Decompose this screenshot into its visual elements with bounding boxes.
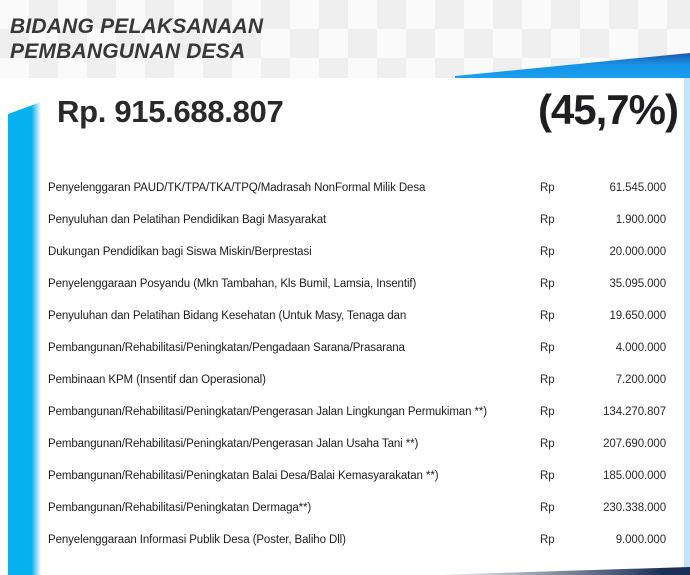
row-label: Pembangunan/Rehabilitasi/Peningkatan/Pengadaan Sarana/Prasarana xyxy=(48,342,405,354)
row-label: Pembangunan/Rehabilitasi/Peningkatan Dermaga**) xyxy=(48,502,312,514)
blue-wedge-accent xyxy=(455,53,690,78)
row-amount: 4.000.000 xyxy=(615,342,666,354)
section-title-line1: BIDANG PELAKSANAAN xyxy=(10,15,264,38)
row-currency: Rp xyxy=(540,246,555,258)
row-amount: 7.200.000 xyxy=(615,374,666,386)
row-label: Penyelenggaran PAUD/TK/TPA/TKA/TPQ/Madrasah NonFormal Milik Desa xyxy=(48,182,426,194)
table-row xyxy=(48,396,666,428)
row-currency: Rp xyxy=(540,310,555,322)
row-currency: Rp xyxy=(540,534,555,546)
section-title-line2: PEMBANGUNAN DESA xyxy=(10,40,246,64)
row-currency: Rp xyxy=(540,374,555,386)
row-currency: Rp xyxy=(540,438,555,450)
row-label: Penyuluhan dan Pelatihan Pendidikan Bagi Masyarakat xyxy=(48,214,327,226)
row-label: Penyelenggaraan Informasi Publik Desa (Poster, Baliho Dll) xyxy=(48,534,346,546)
row-label: Pembangunan/Rehabilitasi/Peningkatan/Pengerasan Jalan Usaha Tani **) xyxy=(48,438,419,450)
table-row xyxy=(48,172,666,204)
row-amount: 134.270.807 xyxy=(603,406,666,418)
row-amount: 207.690.000 xyxy=(603,438,666,450)
row-label: Pembangunan/Rehabilitasi/Peningkatan/Pengerasan Jalan Lingkungan Permukiman **) xyxy=(48,406,487,418)
right-edge-strip xyxy=(684,70,690,575)
row-amount: 9.000.000 xyxy=(615,534,666,546)
row-label: Pembinaan KPM (Insentif dan Operasional) xyxy=(48,374,266,386)
table-row xyxy=(48,524,666,556)
percentage-value: (45,7%) xyxy=(537,86,678,133)
row-amount: 35.095.000 xyxy=(609,278,666,290)
row-currency: Rp xyxy=(540,278,555,290)
row-currency: Rp xyxy=(540,342,555,354)
table-row xyxy=(48,236,666,268)
row-label: Pembangunan/Rehabilitasi/Peningkatan Balai Desa/Balai Kemasyarakatan **) xyxy=(48,470,439,482)
blue-left-bar-accent xyxy=(8,102,41,575)
row-currency: Rp xyxy=(540,182,555,194)
row-amount: 1.900.000 xyxy=(615,214,666,226)
row-currency: Rp xyxy=(540,214,555,226)
row-currency: Rp xyxy=(540,406,555,418)
row-amount: 61.545.000 xyxy=(609,182,666,194)
row-currency: Rp xyxy=(540,502,555,514)
row-label: Penyelenggaraan Posyandu (Mkn Tambahan, Kls Bumil, Lamsia, Insentif) xyxy=(48,278,417,290)
table-row xyxy=(48,492,666,524)
table-row xyxy=(48,268,666,300)
table-row xyxy=(48,460,666,492)
row-currency: Rp xyxy=(540,470,555,482)
table-row xyxy=(48,332,666,364)
budget-table xyxy=(48,172,666,556)
row-label: Penyuluhan dan Pelatihan Bidang Kesehatan (Untuk Masy, Tenaga dan xyxy=(48,310,407,322)
total-amount: Rp. 915.688.807 xyxy=(57,94,284,129)
table-row xyxy=(48,364,666,396)
row-amount: 19.650.000 xyxy=(609,310,666,322)
table-row xyxy=(48,300,666,332)
table-row xyxy=(48,428,666,460)
row-amount: 20.000.000 xyxy=(609,246,666,258)
table-row xyxy=(48,204,666,236)
section-title xyxy=(10,14,263,64)
row-amount: 230.338.000 xyxy=(603,502,666,514)
row-label: Dukungan Pendidikan bagi Siswa Miskin/Berprestasi xyxy=(48,246,312,258)
row-amount: 185.000.000 xyxy=(603,470,666,482)
